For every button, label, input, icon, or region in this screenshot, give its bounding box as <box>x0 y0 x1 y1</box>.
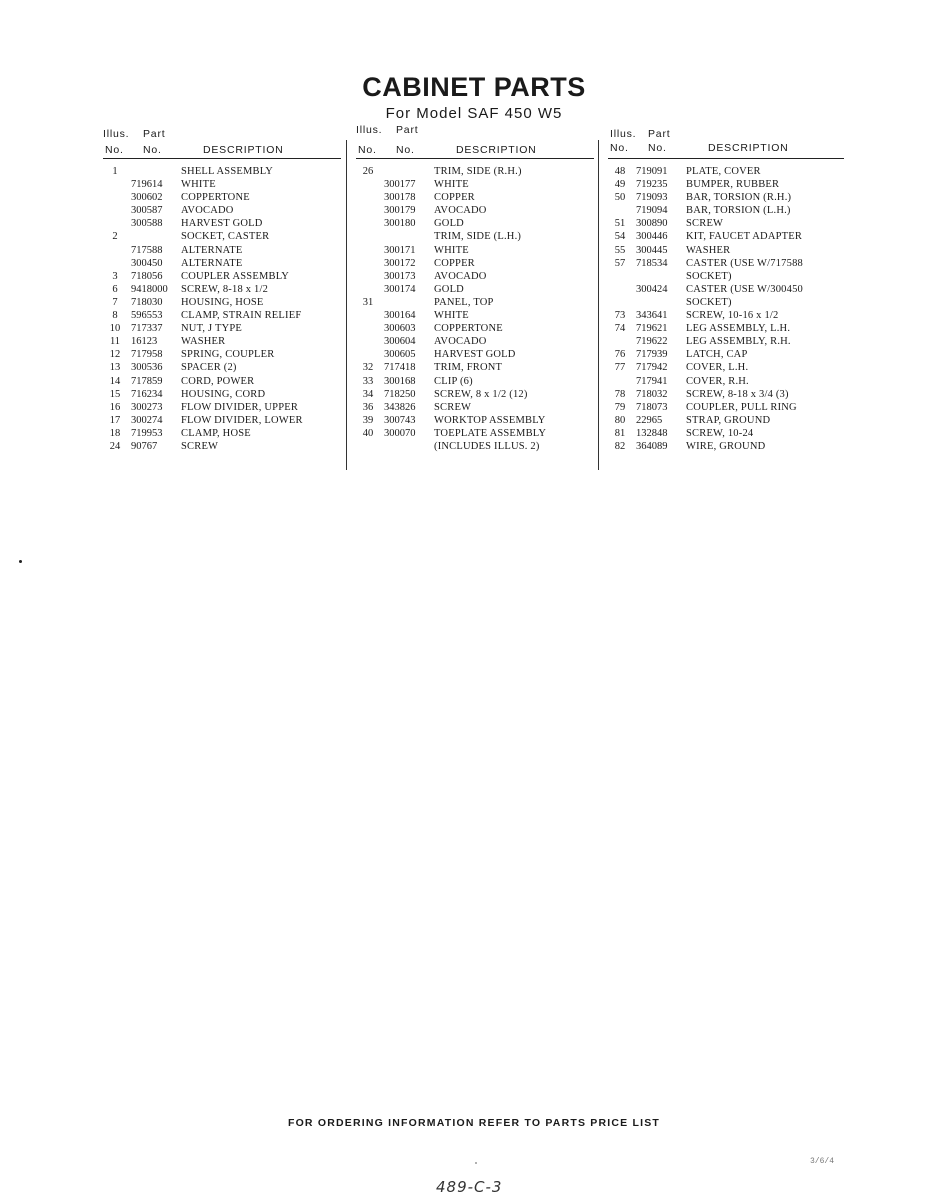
illus-no: 10 <box>109 323 121 335</box>
part-no: 300602 <box>131 192 163 204</box>
part-description: SCREW, 8-18 x 3/4 (3) <box>686 388 789 400</box>
part-description: SCREW, 10-16 x 1/2 <box>686 310 779 322</box>
illus-no: 73 <box>614 310 626 322</box>
parts-row <box>103 401 341 414</box>
part-description: PANEL, TOP <box>434 296 494 308</box>
parts-row <box>608 309 844 322</box>
parts-row <box>608 230 844 243</box>
illus-no: 78 <box>614 388 626 400</box>
part-description: FLOW DIVIDER, LOWER <box>181 414 303 426</box>
part-no: 719622 <box>636 336 668 348</box>
parts-row <box>103 217 341 230</box>
illus-no: 1 <box>112 166 118 177</box>
part-description: HOUSING, HOSE <box>181 296 264 308</box>
part-no: 364089 <box>636 440 668 452</box>
part-no: 719953 <box>131 427 163 439</box>
illus-no: 8 <box>112 310 118 322</box>
part-description: COUPLER, PULL RING <box>686 401 797 413</box>
parts-row <box>608 414 844 427</box>
illus-no: 79 <box>614 401 626 413</box>
parts-row <box>356 375 594 388</box>
part-description: TRIM, SIDE (L.H.) <box>434 231 522 243</box>
part-description: GOLD <box>434 218 464 230</box>
parts-row <box>608 348 844 361</box>
parts-row <box>103 322 341 335</box>
part-description: CLIP (6) <box>434 375 473 387</box>
part-description: (INCLUDES ILLUS. 2) <box>434 440 540 452</box>
parts-row <box>356 309 594 322</box>
parts-row <box>356 244 594 257</box>
part-no: 717939 <box>636 349 668 361</box>
scan-speck <box>19 560 22 563</box>
part-description: LATCH, CAP <box>686 349 748 361</box>
illus-no: 18 <box>109 427 121 439</box>
part-no: 300179 <box>384 205 416 217</box>
part-no: 300446 <box>636 231 668 243</box>
part-no: 300171 <box>384 244 416 256</box>
illus-no: 16 <box>109 401 121 413</box>
parts-column-1 <box>103 124 341 453</box>
parts-row <box>103 257 341 270</box>
part-no: 300603 <box>384 323 416 335</box>
part-no: 719621 <box>636 323 668 335</box>
parts-row <box>356 440 594 453</box>
part-description: STRAP, GROUND <box>686 414 771 426</box>
part-no: 300605 <box>384 349 416 361</box>
parts-list <box>356 165 594 453</box>
header-illus-no: No. <box>105 144 124 156</box>
column-header <box>356 124 594 159</box>
ordering-footer: FOR ORDERING INFORMATION REFER TO PARTS PRICE LIST <box>287 1117 661 1129</box>
part-description: WHITE <box>434 244 469 256</box>
header-part-no: No. <box>396 144 415 156</box>
part-description: BUMPER, RUBBER <box>686 179 780 191</box>
parts-row <box>103 427 341 440</box>
parts-row <box>356 427 594 440</box>
illus-no: 49 <box>614 179 626 191</box>
part-description: HARVEST GOLD <box>181 218 263 230</box>
part-description: ALTERNATE <box>181 257 243 269</box>
parts-row <box>356 283 594 296</box>
part-no: 300274 <box>131 414 163 426</box>
part-no: 718030 <box>131 296 163 308</box>
part-no: 343826 <box>384 401 416 413</box>
part-description: WASHER <box>181 336 226 348</box>
illus-no: 7 <box>112 296 118 308</box>
column-divider <box>346 140 347 470</box>
parts-row <box>608 375 844 388</box>
illus-no: 17 <box>109 414 121 426</box>
illus-no: 32 <box>362 362 374 374</box>
parts-row <box>103 296 341 309</box>
illus-no: 77 <box>614 362 626 374</box>
illus-no: 82 <box>614 440 626 452</box>
parts-row <box>356 388 594 401</box>
part-description: COPPER <box>434 192 475 204</box>
illus-no: 11 <box>109 336 121 348</box>
illus-no: 74 <box>614 323 626 335</box>
part-no: 300164 <box>384 310 416 322</box>
illus-no: 31 <box>362 296 374 308</box>
parts-row <box>356 270 594 283</box>
illus-no: 24 <box>109 440 121 452</box>
part-no: 300174 <box>384 283 416 295</box>
parts-row <box>356 165 594 178</box>
parts-row <box>103 191 341 204</box>
part-description: WHITE <box>434 179 469 191</box>
part-no: 22965 <box>636 414 663 426</box>
part-description: COPPERTONE <box>181 192 250 204</box>
part-description: SCREW, 8 x 1/2 (12) <box>434 388 528 400</box>
part-description: WHITE <box>181 179 216 191</box>
scan-speck <box>475 1162 477 1164</box>
part-description: TOEPLATE ASSEMBLY <box>434 427 547 439</box>
part-no: 718534 <box>636 257 668 269</box>
header-illus: Illus. <box>610 128 637 140</box>
parts-row <box>103 375 341 388</box>
part-no: 132848 <box>636 427 668 439</box>
parts-row <box>608 335 844 348</box>
parts-row <box>356 296 594 309</box>
part-description: SOCKET, CASTER <box>181 231 270 243</box>
part-no: 300424 <box>636 283 668 295</box>
part-description: COVER, L.H. <box>686 362 749 374</box>
header-illus-no: No. <box>610 142 629 154</box>
part-no: 719091 <box>636 166 668 177</box>
part-no: 300587 <box>131 205 163 217</box>
part-description: CASTER (USE W/300450 <box>686 283 803 295</box>
part-description: AVOCADO <box>434 205 487 217</box>
parts-row <box>608 191 844 204</box>
part-no: 717958 <box>131 349 163 361</box>
part-description: WHITE <box>434 310 469 322</box>
parts-row <box>356 204 594 217</box>
illus-no: 51 <box>614 218 626 230</box>
part-description: NUT, J TYPE <box>181 323 243 335</box>
illus-no: 12 <box>109 349 121 361</box>
header-description: DESCRIPTION <box>203 144 284 156</box>
parts-row <box>103 230 341 243</box>
part-no: 300273 <box>131 401 163 413</box>
parts-row <box>356 361 594 374</box>
part-description: LEG ASSEMBLY, L.H. <box>686 323 791 335</box>
illus-no: 2 <box>112 231 118 243</box>
header-illus: Illus. <box>103 128 130 140</box>
part-no: 300070 <box>384 427 416 439</box>
part-no: 300743 <box>384 414 416 426</box>
part-no: 300588 <box>131 218 163 230</box>
header-description: DESCRIPTION <box>708 142 789 154</box>
part-no: 300168 <box>384 375 416 387</box>
part-description: WIRE, GROUND <box>686 440 766 452</box>
illus-no: 81 <box>614 427 626 439</box>
illus-no: 57 <box>614 257 626 269</box>
part-description: WORKTOP ASSEMBLY <box>434 414 546 426</box>
part-no: 343641 <box>636 310 668 322</box>
header-part-no: No. <box>648 142 667 154</box>
parts-row <box>356 191 594 204</box>
part-description: KIT, FAUCET ADAPTER <box>686 231 803 243</box>
part-no: 300178 <box>384 192 416 204</box>
header-part: Part <box>143 128 166 140</box>
part-no: 9418000 <box>131 283 168 295</box>
parts-row <box>356 178 594 191</box>
part-description: BAR, TORSION (L.H.) <box>686 205 791 217</box>
parts-row <box>356 230 594 243</box>
part-no: 718056 <box>131 270 163 282</box>
part-no: 300536 <box>131 362 163 374</box>
parts-row <box>608 401 844 414</box>
parts-row <box>356 335 594 348</box>
illus-no: 76 <box>614 349 626 361</box>
part-no: 596553 <box>131 310 163 322</box>
part-no: 718032 <box>636 388 668 400</box>
part-no: 716234 <box>131 388 163 400</box>
illus-no: 6 <box>112 283 118 295</box>
part-description: SOCKET) <box>686 296 732 308</box>
parts-row <box>103 440 341 453</box>
parts-row <box>608 270 844 283</box>
parts-row <box>608 244 844 257</box>
part-description: TRIM, FRONT <box>434 362 503 374</box>
illus-no: 34 <box>362 388 374 400</box>
parts-row <box>608 427 844 440</box>
parts-column-3 <box>608 124 844 453</box>
part-no: 16123 <box>131 336 158 348</box>
part-description: SPACER (2) <box>181 362 237 374</box>
parts-row <box>608 204 844 217</box>
parts-row <box>103 414 341 427</box>
header-part: Part <box>396 124 419 136</box>
parts-row <box>103 335 341 348</box>
illus-no: 15 <box>109 388 121 400</box>
part-description: SCREW, 10-24 <box>686 427 754 439</box>
parts-row <box>608 257 844 270</box>
illus-no: 3 <box>112 270 118 282</box>
parts-row <box>608 388 844 401</box>
parts-row <box>103 283 341 296</box>
parts-row <box>103 178 341 191</box>
part-description: WASHER <box>686 244 731 256</box>
illus-no: 13 <box>109 362 121 374</box>
parts-row <box>103 309 341 322</box>
illus-no: 39 <box>362 414 374 426</box>
illus-no: 80 <box>614 414 626 426</box>
column-divider <box>598 140 599 470</box>
part-description: SPRING, COUPLER <box>181 349 275 361</box>
part-no: 719235 <box>636 179 668 191</box>
part-description: HARVEST GOLD <box>434 349 516 361</box>
parts-row <box>608 296 844 309</box>
part-description: SCREW <box>181 440 219 452</box>
part-description: AVOCADO <box>434 336 487 348</box>
part-description: SCREW, 8-18 x 1/2 <box>181 283 269 295</box>
part-no: 717942 <box>636 362 668 374</box>
part-no: 719094 <box>636 205 668 217</box>
column-header <box>103 124 341 159</box>
part-description: LEG ASSEMBLY, R.H. <box>686 336 791 348</box>
corner-code: 3/6/4 <box>810 1157 835 1166</box>
parts-row <box>103 388 341 401</box>
parts-row <box>103 361 341 374</box>
part-description: PLATE, COVER <box>686 166 761 177</box>
part-no: 717859 <box>131 375 163 387</box>
header-illus-no: No. <box>358 144 377 156</box>
parts-row <box>103 165 341 178</box>
parts-row <box>356 217 594 230</box>
part-description: COUPLER ASSEMBLY <box>181 270 290 282</box>
parts-row <box>608 361 844 374</box>
column-header <box>608 124 844 159</box>
parts-row <box>103 348 341 361</box>
parts-row <box>103 244 341 257</box>
parts-row <box>608 440 844 453</box>
part-description: COPPER <box>434 257 475 269</box>
part-description: SOCKET) <box>686 270 732 282</box>
part-description: SHELL ASSEMBLY <box>181 166 274 177</box>
part-no: 717588 <box>131 244 163 256</box>
illus-no: 55 <box>614 244 626 256</box>
parts-row <box>608 283 844 296</box>
part-no: 300445 <box>636 244 668 256</box>
page-subtitle: For Model SAF 450 W5 <box>385 105 563 122</box>
part-no: 719093 <box>636 192 668 204</box>
part-description: CLAMP, HOSE <box>181 427 251 439</box>
part-description: CASTER (USE W/717588 <box>686 257 803 269</box>
parts-row <box>608 165 844 178</box>
illus-no: 33 <box>362 375 374 387</box>
part-no: 90767 <box>131 440 158 452</box>
parts-column-2 <box>356 124 594 453</box>
page-title: CABINET PARTS <box>362 72 586 102</box>
part-no: 300450 <box>131 257 163 269</box>
part-description: COPPERTONE <box>434 323 503 335</box>
part-no: 717337 <box>131 323 163 335</box>
part-no: 300890 <box>636 218 668 230</box>
handwritten-note: 489-C-3 <box>436 1178 503 1196</box>
parts-row <box>608 217 844 230</box>
parts-list <box>103 165 341 453</box>
illus-no: 36 <box>362 401 374 413</box>
part-no: 300604 <box>384 336 416 348</box>
part-description: AVOCADO <box>181 205 234 217</box>
part-no: 300172 <box>384 257 416 269</box>
part-description: SCREW <box>434 401 472 413</box>
parts-row <box>103 204 341 217</box>
part-description: CLAMP, STRAIN RELIEF <box>181 310 302 322</box>
parts-row <box>608 322 844 335</box>
parts-row <box>356 322 594 335</box>
part-no: 300180 <box>384 218 416 230</box>
part-description: COVER, R.H. <box>686 375 749 387</box>
part-description: ALTERNATE <box>181 244 243 256</box>
illus-no: 48 <box>614 166 626 177</box>
part-description: AVOCADO <box>434 270 487 282</box>
parts-row <box>356 348 594 361</box>
part-no: 300173 <box>384 270 416 282</box>
part-description: BAR, TORSION (R.H.) <box>686 192 792 204</box>
part-description: FLOW DIVIDER, UPPER <box>181 401 299 413</box>
header-part: Part <box>648 128 671 140</box>
part-no: 717418 <box>384 362 416 374</box>
part-description: CORD, POWER <box>181 375 255 387</box>
part-no: 718073 <box>636 401 668 413</box>
header-part-no: No. <box>143 144 162 156</box>
part-description: HOUSING, CORD <box>181 388 266 400</box>
illus-no: 14 <box>109 375 121 387</box>
parts-row <box>356 257 594 270</box>
part-no: 718250 <box>384 388 416 400</box>
parts-row <box>356 414 594 427</box>
parts-row <box>103 270 341 283</box>
part-description: SCREW <box>686 218 724 230</box>
part-no: 717941 <box>636 375 668 387</box>
part-no: 300177 <box>384 179 416 191</box>
illus-no: 40 <box>362 427 374 439</box>
part-description: TRIM, SIDE (R.H.) <box>434 166 522 177</box>
part-description: GOLD <box>434 283 464 295</box>
illus-no: 26 <box>362 166 374 177</box>
illus-no: 50 <box>614 192 626 204</box>
part-no: 719614 <box>131 179 163 191</box>
illus-no: 54 <box>614 231 626 243</box>
parts-row <box>356 401 594 414</box>
header-illus: Illus. <box>356 124 383 136</box>
parts-row <box>608 178 844 191</box>
header-description: DESCRIPTION <box>456 144 537 156</box>
parts-list <box>608 165 844 453</box>
